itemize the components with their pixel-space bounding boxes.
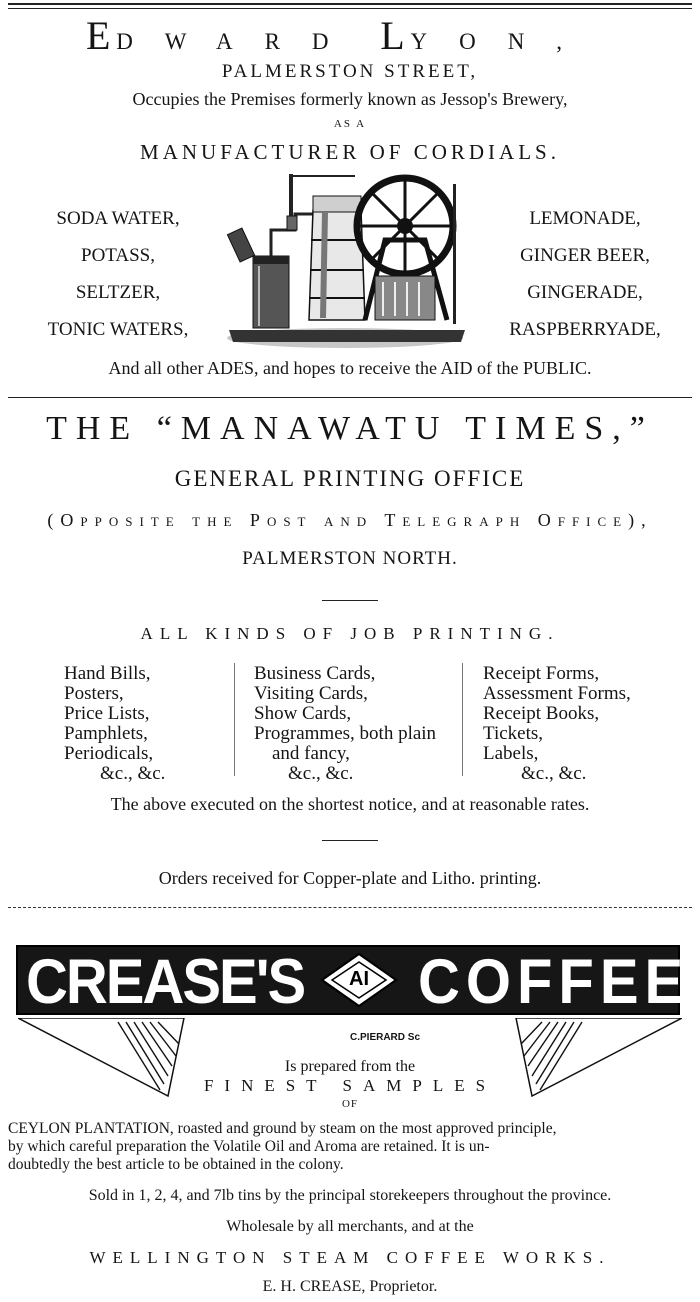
job-item: Receipt Books, <box>483 703 600 724</box>
product-tonic-waters: TONIC WATERS, <box>47 319 189 340</box>
job-item: Assessment Forms, <box>483 683 631 704</box>
product-gingerade: GINGERADE, <box>527 282 643 303</box>
banner-badge-text: AI <box>349 968 369 990</box>
job-item: Price Lists, <box>64 703 150 724</box>
product-lemonade: LEMONADE, <box>529 208 641 229</box>
lyon-closing: And all other ADES, and hopes to receive the AID of the PUBLIC. <box>108 358 592 378</box>
crease-finest: FINEST SAMPLES <box>203 1076 497 1095</box>
crease-sold: Sold in 1, 2, 4, and 7lb tins by the principal storekeepers throughout the province. <box>88 1187 612 1204</box>
top-rule <box>8 3 692 5</box>
section-divider-1 <box>8 397 692 398</box>
lyon-as-a: AS A <box>333 118 367 130</box>
product-seltzer: SELTZER, <box>75 282 161 303</box>
job-item: Periodicals, <box>64 743 154 764</box>
job-item: Programmes, both plain <box>254 723 437 744</box>
description-line: doubtedly the best article to be obtained in the colony. <box>8 1156 344 1173</box>
times-title: THE “MANAWATU TIMES,” <box>46 410 654 447</box>
crease-of: OF <box>341 1098 359 1110</box>
lyon-manufacturer: MANUFACTURER OF CORDIALS. <box>140 140 560 164</box>
times-town: PALMERSTON NORTH. <box>242 548 458 569</box>
product-soda-water: SODA WATER, <box>56 208 180 229</box>
job-item: Hand Bills, <box>64 663 151 684</box>
lyon-right-products <box>470 200 700 348</box>
crease-proprietor: E. H. CREASE, Proprietor. <box>262 1278 438 1295</box>
lyon-name <box>86 12 594 59</box>
crease-prepared: Is prepared from the <box>284 1058 416 1075</box>
column-rule-1 <box>234 663 235 776</box>
description-line: CEYLON PLANTATION, roasted and ground by steam on the most approved principle, <box>8 1120 557 1137</box>
product-raspberryade: RASPBERRYADE, <box>509 319 661 340</box>
job-item: Show Cards, <box>254 703 352 724</box>
job-item: &c., &c. <box>100 763 166 784</box>
engraver-credit: C.PIERARD Sc <box>350 1032 421 1043</box>
job-item: Visiting Cards, <box>254 683 368 704</box>
section-divider-2 <box>8 907 692 908</box>
description-line: by which careful preparation the Volatile Oil and Aroma are retained. It is un- <box>8 1138 490 1155</box>
job-item: &c., &c. <box>288 763 354 784</box>
job-column-2 <box>254 664 436 784</box>
job-item: Pamphlets, <box>64 723 148 744</box>
job-item: Receipt Forms, <box>483 663 600 684</box>
short-divider-1 <box>322 600 378 601</box>
short-divider-2 <box>322 840 378 841</box>
banner-left-text: CREASE'S <box>26 947 305 1018</box>
job-column-1 <box>64 664 165 784</box>
job-item: and fancy, <box>272 743 350 764</box>
top-rule-thin <box>8 8 692 9</box>
times-executed: The above executed on the shortest notice, and at reasonable rates. <box>110 794 590 814</box>
product-potass: POTASS, <box>81 245 155 266</box>
lyon-street: PALMERSTON STREET, <box>221 61 479 82</box>
crease-works: WELLINGTON STEAM COFFEE WORKS. <box>89 1248 611 1267</box>
job-item: &c., &c. <box>521 763 587 784</box>
job-item: Business Cards, <box>254 663 376 684</box>
job-item: Labels, <box>483 743 539 764</box>
lyon-first-initial: E <box>86 13 111 58</box>
product-ginger-beer: GINGER BEER, <box>520 245 650 266</box>
machinery-illustration <box>225 170 471 350</box>
crease-description <box>8 1120 692 1174</box>
column-rule-2 <box>462 663 463 776</box>
job-item: Posters, <box>64 683 124 704</box>
lyon-left-products <box>0 200 236 348</box>
banner-badge <box>320 952 398 1008</box>
lyon-last-rest: YON, <box>410 29 595 54</box>
times-subtitle: GENERAL PRINTING OFFICE <box>174 466 526 491</box>
banner-right-text: COFFEE <box>418 947 690 1018</box>
times-opposite: (Opposite the Post and Telegraph Office), <box>47 510 653 530</box>
lyon-last-initial: L <box>380 13 405 58</box>
times-orders: Orders received for Copper-plate and Litho. printing. <box>158 868 542 888</box>
crease-wholesale: Wholesale by all merchants, and at the <box>226 1218 474 1235</box>
times-job-heading: ALL KINDS OF JOB PRINTING. <box>140 624 560 643</box>
job-item: Tickets, <box>483 723 544 744</box>
lyon-first-rest: DWARD <box>116 29 361 54</box>
lyon-premises: Occupies the Premises formerly known as Jessop's Brewery, <box>132 89 568 109</box>
job-column-3 <box>483 664 631 784</box>
